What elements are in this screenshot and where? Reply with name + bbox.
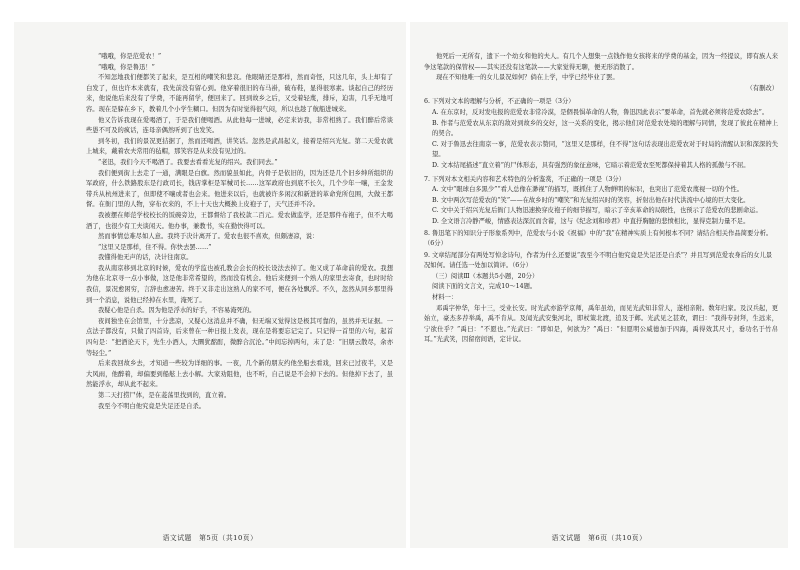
question-6-stem: 6. 下列对文本的理解与分析，不正确的一项是（3分） xyxy=(424,98,575,106)
passage-paragraph-10: “这里又是那样，住不得。你快去罢……” xyxy=(98,243,212,251)
passage-paragraph-14: 夜间独坐在会馆里，十分悲凉，又疑心这消息并不确，但无端又觉得这是极其可靠的，虽然并无证据。一点法子都没有，只做了四首诗，后来曾在一种日报上发表，现在是将要忘记完了。只记得一首里的六句，起首四句是：“把酒论天下，先生小酒人，大圜犹酩酊，微醉合沉沦。”中间忘掉两句，末了是：“旧朋云散尽，余亦等轻尘。” xyxy=(86,317,393,357)
question-7-option-a: A. 文中“眼球白多黑少”“看人总像在渺视”的描写，既抓住了人物鲜明的标识，也突出了范爱农蔑视一切的个性。 xyxy=(432,186,744,194)
question-7-option-d: D. 全文语言冷静严峻，情感表达深沉而含蓄，这与《纪念刘和珍君》中直抒胸臆的悲愤相比，显得克制力量不足。 xyxy=(432,217,750,225)
question-8-stem: 8. 鲁迅笔下的知识分子形象系列中，范爱农与小说《祝福》中的“我”在精神实质上有何根本不同？请结合相关作品简要分析。（6分） xyxy=(424,229,773,248)
passage-paragraph-6: “老迅，我们今天不喝酒了。我要去看看光复的绍兴。我们同去。” xyxy=(98,158,278,166)
right-page-text-column xyxy=(424,52,778,346)
question-6-option-c: C. 对于鲁迅去往南京一事，范爱农表示赞同，“这里又是那样，住不得”这句话表现出范爱农对于时局的清醒认识和深深的失望。 xyxy=(432,140,778,159)
passage-paragraph-7: 我们便到街上去走了一通，满眼是白旗。然而貌虽如此，内骨子是依旧的，因为还是几个旧乡绅所组织的军政府，什么铁路股东是行政司长，钱店掌柜是军械司长……这军政府也到底不长久，几个少年一嚷，王金发带兵从杭州进来了，但即使不嚷或者也会来。他进来以后，也就被许多闲汉和新进的革命党所包围，大做王都督。在衙门里的人物，穿布衣来的，不上十天也大概换上皮袍子了，天气还并不冷。 xyxy=(86,169,393,209)
left-page-text-column xyxy=(86,52,393,412)
right-page-footer: 语文试题 第6页（共10页） xyxy=(551,534,647,542)
passage-paragraph-1: “哦哦，你是范爱农！” xyxy=(98,53,162,60)
passage-paragraph-11: 我懂得他无声的话，决计往南京。 xyxy=(98,254,193,262)
question-7-option-b: B. 文中两次写范爱农的“笑”——在故乡时的“嘲笑”和光复绍兴时的笑容，折射出他在时代洪流中心境的巨大变化。 xyxy=(432,196,750,204)
passage-paragraph-17: 我至今不明白他究竟是失足还是自杀。 xyxy=(98,402,206,410)
passage-paragraph-15: 后来我回故乡去，才知道一些较为详细的事。一夜，几个新的朋友约他坐船去看戏，回来已过夜半，又是大风雨，他醉着，却偏要到船舷上去小解。大家劝阻他，也不听，自己说是不会掉下去的。但他掉下去了，虽然能浮水，却从此不起来。 xyxy=(86,360,393,389)
passage-continuation-1: 他死后一无所有，遗下一个幼女和他的夫人。有几个人想集一点钱作他女孩将来的学费的基金，因为一经提议，即有族人来争这笔款的保管权——其实还没有这笔款——大家觉得无聊，便无形消散了。 xyxy=(424,53,778,71)
section-3-instruction: 阅读下面的文言文，完成10～14题。 xyxy=(432,283,537,291)
question-7-option-c: C. 文中关于绍兴光复后衙门人物迅速换穿皮袍子的细节描写，暗示了辛亥革命的局限性，也预示了范爱农的悲剧命运。 xyxy=(432,207,762,215)
source-note: （有删改） xyxy=(746,84,778,92)
passage-paragraph-16: 第二天打捞尸体，是在菱荡里找到的，直立着。 xyxy=(98,392,231,399)
passage-paragraph-4: 他又告诉我现在爱喝酒了，于是我们便喝酒。从此他每一进城，必定来访我，非常相熟了。我们醉后常谈些愚不可及的疯话，连母亲偶然听到了也发笑。 xyxy=(86,116,393,135)
passage-continuation-2: 现在不知他唯一的女儿景况如何？倘在上学，中学已经毕业了罢。 xyxy=(436,74,619,82)
passage-paragraph-12: 我从南京移到北京的时候，爱农的学监也被孔教会会长的校长设法去掉了。他又成了革命前的爱农。我想为他在北京寻一点小事做，这是他非常希望的，然而没有机会。他后来便到一个熟人的家里去寄食，也时时给我信，景况愈困穷，言辞也愈凄苦。终于又非走出这熟人的家不可，便在各处飘浮。不久，忽然从同乡那里得到一个消息，说他已经掉在水里，淹死了。 xyxy=(86,264,393,304)
question-7-stem: 7. 下列对本文相关内容和艺术特色的分析鉴赏，不正确的一项是（3分） xyxy=(424,175,625,183)
left-page-footer: 语文试题 第5页（共10页） xyxy=(162,534,258,542)
passage-paragraph-3: 不知怎地我们便都笑了起来，是互相的嘲笑和悲哀。他眼睛还是那样，然而奇怪，只这几年，头上却有了白发了，但也许本来就有，我先前没有留心到。他穿着很旧的布马褂，破布鞋，显得很寒素。谈起自己的经历来，他说他后来没有了学费，不能再留学，便回来了。回到故乡之后，又受着轻蔑，排斥，迫害，几乎无地可容。现在是躲在乡下，教着几个小学生糊口。但因为有时觉得很气闷，所以也趁了航船进城来。 xyxy=(86,74,393,113)
question-6-option-d: D. 文本结尾描述“直立着”的尸体形态，具有强烈的象征意味，它暗示着范爱农至死都保持着其人格的孤傲与不屈。 xyxy=(432,161,750,169)
passage-paragraph-2: “哦哦，你是鲁迅！” xyxy=(98,63,155,71)
passage-paragraph-5: 到冬初，我们的景况更拮据了，然而还喝酒，讲笑话。忽然是武昌起义，接着是绍兴光复。第二天爱农就上城来，戴着农夫常用的毡帽，那笑容是从来没有见过的。 xyxy=(86,137,393,156)
question-6-option-a: A. 在东京时，反对发电报的范爱农非常冷漠，是個畏惧革命的人物，鲁迅因此表示“要革命，首先就必须将范爱农除去”。 xyxy=(432,108,769,116)
section-3-title: （三）阅读Ⅲ（本题共5小题，20分） xyxy=(432,272,539,280)
passage-paragraph-8: 我被摆在师范学校校长的饭碗旁边，王都督给了我校款二百元。爱农做监学，还是那件布袍子，但不大喝酒了，也很少有工夫谈闲天。他办事，兼教书，实在勤快得可以。 xyxy=(86,211,393,230)
question-6-option-b: B. 作者与范爱农从东京的敌对到故乡的交好，这一关系的变化，揭示他们对范爱农处境的理解与同情，发现了彼此在精神上的契合。 xyxy=(432,119,778,138)
passage-paragraph-13: 我疑心他是自杀。因为他是浮水的好手，不容易淹死的。 xyxy=(98,307,256,315)
question-9-stem: 9. 文章结尾部分有两处写悼念诗句，作者为什么还要说“我至今不明白他究竟是失足还是自杀”？并且写到范爱农身后的女儿景况如何。请任选一处加以简评。（6分） xyxy=(424,251,773,270)
left-exam-page xyxy=(14,22,406,548)
right-exam-page xyxy=(410,22,788,548)
passage-paragraph-9: 然而事情总难尽如人意。我终于决计离开了。爱农也很不喜欢，但颇凄凉，说： xyxy=(98,233,319,241)
material-one-label: 材料一： xyxy=(432,294,458,302)
material-one-text: 邓禹字仲华，年十三，受业长安。时光武亦游学京师，禹年虽幼，而见光武知非常人，遂相亲附。数年归家。及汉兵起，更始立，豪杰多荐举禹，禹不肯从。及闻光武安集河北，即杖策北渡，追及于邺。光武见之甚欢，谓曰：“我得专封拜，生远来，宁欲仕乎？”禹曰：“不愿也。”光武曰：“即如是，何欲为？”禹曰：“但愿明公威德加于四海，禹得效其尺寸，垂功名于竹帛耳。”光武笑，因留宿间语，定计议。 xyxy=(424,304,778,344)
